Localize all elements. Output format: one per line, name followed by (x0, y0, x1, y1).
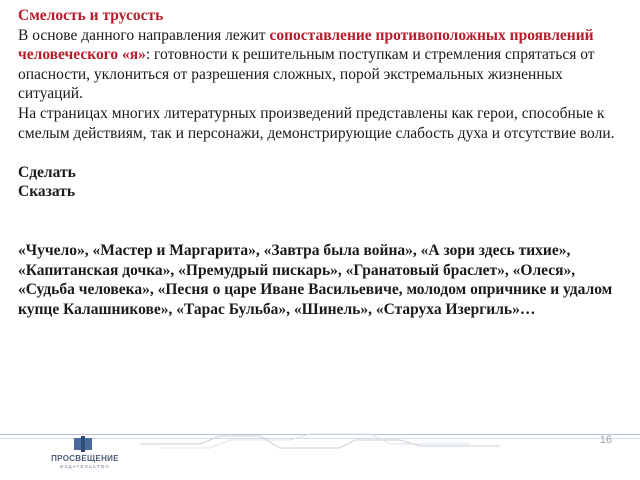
paragraph-heroes: На страницах многих литературных произведений представлены как герои, способные к смелым действиям, так и персонажи, демонстрирующие слабость духа и отсутствие воли. (18, 104, 615, 142)
task-do: Сделать (18, 163, 76, 181)
publisher-logo (40, 436, 130, 476)
slide-content (18, 6, 624, 320)
task-say: Сказать (18, 183, 76, 201)
intro-suffix: : готовности к решительным поступкам и стремления спрятаться от опасности, уклониться от разрешения сложных, порой экстремальных жизненных ситуаций. (18, 46, 595, 103)
slide-footer (0, 430, 640, 480)
paragraph-intro (18, 26, 624, 104)
logo-emblem-icon (73, 436, 93, 452)
logo-title: ПРОСВЕЩЕНИЕ (51, 454, 119, 463)
works-list: «Чучело», «Мастер и Маргарита», «Завтра была война», «А зори здесь тихие», «Капитанская дочка», «Премудрый пискарь», «Гранатовый браслет», «Олеся», «Судьба человека», «Песня о царе Иване Васильевиче, молодом опричнике и удалом купце Калашникове», «Тарас Бульба», «Шинель», «Старуха Изергиль»… (18, 242, 613, 318)
footer-decoration (140, 430, 500, 452)
spacer (18, 202, 624, 222)
page-number: 16 (599, 434, 612, 446)
slide-title: Смелость и трусость (18, 7, 164, 24)
logo-subtitle: ИЗДАТЕЛЬСТВО (60, 464, 110, 469)
intro-highlight: сопоставление противоположных проявлений человеческого «я» (18, 26, 594, 64)
spacer (18, 222, 624, 242)
intro-prefix: В основе данного направления лежит (18, 26, 270, 44)
spacer (18, 143, 624, 163)
